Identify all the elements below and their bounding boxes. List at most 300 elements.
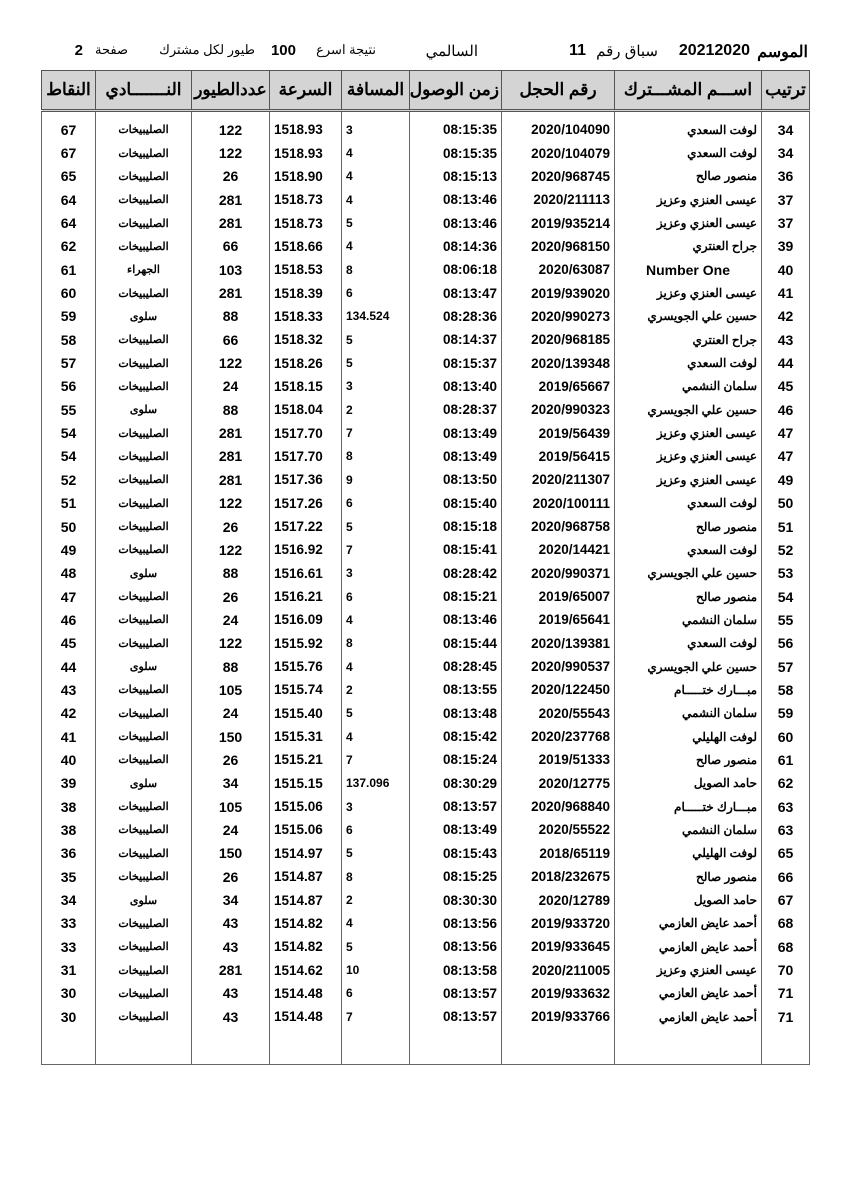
cell-rank: 63 (762, 795, 810, 818)
cell-distance: 4 (342, 725, 410, 748)
cell-ring-number: 2020/968840 (502, 795, 615, 818)
cell-ring-number: 2020/63087 (502, 258, 615, 281)
table-row (42, 351, 810, 374)
cell-speed: 1514.48 (270, 1005, 342, 1028)
cell-bird-count: 66 (192, 328, 270, 351)
column-header-participant-name: اســـم المشـــترك (615, 71, 762, 111)
cell-club: الصليبيخات (96, 351, 192, 374)
cell-arrival-time: 08:28:36 (410, 305, 502, 328)
cell-participant-name: أحمد عايض العازمي (615, 982, 762, 1005)
cell-distance: 5 (342, 515, 410, 538)
cell-rank: 70 (762, 958, 810, 981)
table-row (42, 958, 810, 981)
cell-arrival-time: 08:28:45 (410, 655, 502, 678)
table-row (42, 305, 810, 328)
cell-arrival-time: 08:13:49 (410, 818, 502, 841)
cell-distance: 4 (342, 655, 410, 678)
cell-speed: 1515.15 (270, 772, 342, 795)
column-header-speed: السرعة (270, 71, 342, 111)
cell-rank: 68 (762, 935, 810, 958)
cell-points: 35 (42, 865, 96, 888)
cell-bird-count: 122 (192, 141, 270, 164)
report-title (40, 42, 808, 66)
table-row (42, 235, 810, 258)
cell-points: 46 (42, 608, 96, 631)
cell-participant-name: لوفت السعدي (615, 538, 762, 561)
cell-participant-name: منصور صالح (615, 585, 762, 608)
cell-ring-number: 2020/55522 (502, 818, 615, 841)
cell-points: 31 (42, 958, 96, 981)
table-row (42, 865, 810, 888)
cell-rank: 63 (762, 818, 810, 841)
cell-speed: 1518.39 (270, 281, 342, 304)
table-row (42, 281, 810, 304)
cell-bird-count: 88 (192, 655, 270, 678)
cell-bird-count: 281 (192, 281, 270, 304)
cell-points: 41 (42, 725, 96, 748)
cell-participant-name: أحمد عايض العازمي (615, 912, 762, 935)
cell-participant-name: عيسى العنزي وعزيز (615, 468, 762, 491)
cell-points: 65 (42, 165, 96, 188)
cell-arrival-time: 08:15:41 (410, 538, 502, 561)
cell-distance: 4 (342, 608, 410, 631)
table-row (42, 608, 810, 631)
cell-ring-number: 2018/65119 (502, 842, 615, 865)
cell-points: 54 (42, 445, 96, 468)
cell-speed: 1517.22 (270, 515, 342, 538)
cell-club: الصليبيخات (96, 375, 192, 398)
table-row (42, 1005, 810, 1028)
page-number: 2 (74, 42, 83, 59)
cell-points: 57 (42, 351, 96, 374)
cell-bird-count: 122 (192, 632, 270, 655)
cell-points: 56 (42, 375, 96, 398)
cell-points: 48 (42, 562, 96, 585)
cell-ring-number: 2019/933632 (502, 982, 615, 1005)
cell-speed: 1517.26 (270, 492, 342, 515)
table-row (42, 795, 810, 818)
cell-bird-count: 43 (192, 935, 270, 958)
page-label: صفحة (95, 42, 128, 57)
cell-club: الصليبيخات (96, 328, 192, 351)
cell-bird-count: 281 (192, 958, 270, 981)
cell-ring-number: 2020/12789 (502, 888, 615, 911)
cell-ring-number: 2018/232675 (502, 865, 615, 888)
cell-bird-count: 122 (192, 351, 270, 374)
cell-points: 67 (42, 141, 96, 164)
cell-speed: 1516.92 (270, 538, 342, 561)
cell-participant-name: منصور صالح (615, 165, 762, 188)
cell-rank: 71 (762, 1005, 810, 1028)
table-row (42, 111, 810, 142)
cell-arrival-time: 08:13:49 (410, 445, 502, 468)
cell-rank: 50 (762, 492, 810, 515)
cell-rank: 36 (762, 165, 810, 188)
cell-speed: 1518.90 (270, 165, 342, 188)
cell-bird-count: 24 (192, 702, 270, 725)
cell-ring-number: 2019/65007 (502, 585, 615, 608)
cell-speed: 1518.66 (270, 235, 342, 258)
cell-speed: 1517.70 (270, 421, 342, 444)
cell-club: الجهراء (96, 258, 192, 281)
cell-speed: 1518.15 (270, 375, 342, 398)
column-header-ring-number: رقم الحجل (502, 71, 615, 111)
cell-arrival-time: 08:13:58 (410, 958, 502, 981)
cell-bird-count: 281 (192, 211, 270, 234)
cell-rank: 47 (762, 445, 810, 468)
cell-rank: 46 (762, 398, 810, 421)
cell-distance: 8 (342, 632, 410, 655)
cell-bird-count: 26 (192, 865, 270, 888)
results-table (41, 70, 810, 1065)
cell-participant-name: منصور صالح (615, 515, 762, 538)
cell-bird-count: 122 (192, 492, 270, 515)
cell-arrival-time: 08:15:13 (410, 165, 502, 188)
cell-rank: 61 (762, 748, 810, 771)
cell-participant-name: عيسى العنزي وعزيز (615, 281, 762, 304)
cell-ring-number: 2020/104090 (502, 111, 615, 142)
cell-club: الصليبيخات (96, 608, 192, 631)
cell-speed: 1515.21 (270, 748, 342, 771)
cell-ring-number: 2019/56439 (502, 421, 615, 444)
cell-ring-number: 2019/51333 (502, 748, 615, 771)
cell-distance: 8 (342, 258, 410, 281)
cell-rank: 44 (762, 351, 810, 374)
cell-rank: 51 (762, 515, 810, 538)
cell-arrival-time: 08:13:46 (410, 211, 502, 234)
cell-rank: 37 (762, 211, 810, 234)
cell-participant-name: عيسى العنزي وعزيز (615, 445, 762, 468)
cell-club: سلوى (96, 772, 192, 795)
cell-bird-count: 26 (192, 585, 270, 608)
cell-points: 49 (42, 538, 96, 561)
cell-club: الصليبيخات (96, 958, 192, 981)
cell-participant-name: سلمان النشمي (615, 702, 762, 725)
cell-arrival-time: 08:14:36 (410, 235, 502, 258)
cell-club: سلوى (96, 398, 192, 421)
cell-club: الصليبيخات (96, 141, 192, 164)
cell-distance: 7 (342, 1005, 410, 1028)
cell-participant-name: جراح العنتري (615, 235, 762, 258)
cell-ring-number: 2019/935214 (502, 211, 615, 234)
cell-rank: 65 (762, 842, 810, 865)
cell-arrival-time: 08:13:57 (410, 1005, 502, 1028)
cell-ring-number: 2020/968745 (502, 165, 615, 188)
cell-club: الصليبيخات (96, 111, 192, 142)
cell-club: سلوى (96, 655, 192, 678)
table-row (42, 328, 810, 351)
cell-club: الصليبيخات (96, 445, 192, 468)
cell-distance: 2 (342, 398, 410, 421)
cell-club: الصليبيخات (96, 1005, 192, 1028)
cell-speed: 1518.26 (270, 351, 342, 374)
cell-speed: 1518.73 (270, 211, 342, 234)
cell-points: 59 (42, 305, 96, 328)
column-header-points: النقاط (42, 71, 96, 111)
cell-bird-count: 88 (192, 562, 270, 585)
cell-distance: 6 (342, 585, 410, 608)
per-member-label: طيور لكل مشترك (159, 42, 255, 57)
empty-cell (270, 1028, 342, 1065)
cell-arrival-time: 08:15:40 (410, 492, 502, 515)
cell-ring-number: 2020/122450 (502, 678, 615, 701)
cell-ring-number: 2020/14421 (502, 538, 615, 561)
cell-participant-name: أحمد عايض العازمي (615, 1005, 762, 1028)
cell-points: 58 (42, 328, 96, 351)
cell-ring-number: 2020/104079 (502, 141, 615, 164)
cell-ring-number: 2020/968758 (502, 515, 615, 538)
cell-distance: 7 (342, 538, 410, 561)
table-header-row (42, 71, 810, 111)
cell-club: الصليبيخات (96, 515, 192, 538)
cell-arrival-time: 08:15:35 (410, 111, 502, 142)
cell-ring-number: 2019/65667 (502, 375, 615, 398)
season-label: الموسم (757, 44, 808, 61)
empty-cell (342, 1028, 410, 1065)
empty-cell (96, 1028, 192, 1065)
cell-club: الصليبيخات (96, 725, 192, 748)
cell-club: الصليبيخات (96, 538, 192, 561)
cell-distance: 4 (342, 165, 410, 188)
cell-rank: 55 (762, 608, 810, 631)
table-row (42, 935, 810, 958)
cell-speed: 1515.40 (270, 702, 342, 725)
cell-points: 64 (42, 188, 96, 211)
race-label: سباق رقم (596, 43, 658, 60)
cell-speed: 1514.87 (270, 888, 342, 911)
cell-participant-name: حسين علي الجويسري (615, 655, 762, 678)
cell-rank: 40 (762, 258, 810, 281)
cell-distance: 2 (342, 888, 410, 911)
cell-participant-name: لوفت السعدي (615, 632, 762, 655)
empty-cell (42, 1028, 96, 1065)
cell-arrival-time: 08:13:55 (410, 678, 502, 701)
table-row (42, 772, 810, 795)
cell-participant-name: سلمان النشمي (615, 818, 762, 841)
cell-club: الصليبيخات (96, 795, 192, 818)
cell-arrival-time: 08:30:29 (410, 772, 502, 795)
cell-participant-name: عيسى العنزي وعزيز (615, 188, 762, 211)
cell-speed: 1518.04 (270, 398, 342, 421)
table-row (42, 562, 810, 585)
cell-points: 36 (42, 842, 96, 865)
cell-distance: 3 (342, 375, 410, 398)
cell-rank: 67 (762, 888, 810, 911)
cell-club: سلوى (96, 562, 192, 585)
cell-ring-number: 2019/939020 (502, 281, 615, 304)
cell-bird-count: 281 (192, 421, 270, 444)
empty-cell (410, 1028, 502, 1065)
cell-rank: 60 (762, 725, 810, 748)
cell-bird-count: 150 (192, 842, 270, 865)
table-row (42, 258, 810, 281)
cell-distance: 8 (342, 445, 410, 468)
cell-bird-count: 122 (192, 111, 270, 142)
table-row (42, 632, 810, 655)
table-row (42, 398, 810, 421)
cell-club: الصليبيخات (96, 492, 192, 515)
cell-rank: 59 (762, 702, 810, 725)
cell-arrival-time: 08:06:18 (410, 258, 502, 281)
cell-arrival-time: 08:15:18 (410, 515, 502, 538)
cell-participant-name: مبـــارك ختـــــام (615, 678, 762, 701)
cell-rank: 45 (762, 375, 810, 398)
cell-arrival-time: 08:28:42 (410, 562, 502, 585)
cell-participant-name: حسين علي الجويسري (615, 562, 762, 585)
cell-ring-number: 2020/100111 (502, 492, 615, 515)
cell-ring-number: 2020/211307 (502, 468, 615, 491)
cell-speed: 1516.61 (270, 562, 342, 585)
cell-distance: 6 (342, 281, 410, 304)
cell-arrival-time: 08:13:56 (410, 935, 502, 958)
cell-points: 39 (42, 772, 96, 795)
cell-points: 38 (42, 795, 96, 818)
table-row (42, 445, 810, 468)
cell-rank: 43 (762, 328, 810, 351)
cell-speed: 1516.21 (270, 585, 342, 608)
table-row (42, 725, 810, 748)
cell-points: 30 (42, 1005, 96, 1028)
cell-participant-name: سلمان النشمي (615, 375, 762, 398)
cell-bird-count: 34 (192, 888, 270, 911)
result-count: 100 (270, 42, 296, 59)
cell-speed: 1518.53 (270, 258, 342, 281)
cell-ring-number: 2020/968185 (502, 328, 615, 351)
cell-club: الصليبيخات (96, 585, 192, 608)
cell-speed: 1515.06 (270, 818, 342, 841)
cell-arrival-time: 08:13:57 (410, 982, 502, 1005)
cell-speed: 1515.74 (270, 678, 342, 701)
table-row (42, 655, 810, 678)
cell-points: 60 (42, 281, 96, 304)
cell-ring-number: 2020/990537 (502, 655, 615, 678)
cell-participant-name: لوفت السعدي (615, 492, 762, 515)
cell-speed: 1518.32 (270, 328, 342, 351)
cell-rank: 34 (762, 141, 810, 164)
cell-participant-name: عيسى العنزي وعزيز (615, 421, 762, 444)
table-row (42, 702, 810, 725)
cell-participant-name: حامد الصويل (615, 888, 762, 911)
cell-club: الصليبيخات (96, 188, 192, 211)
cell-participant-name: حسين علي الجويسري (615, 305, 762, 328)
cell-arrival-time: 08:13:50 (410, 468, 502, 491)
cell-participant-name: لوفت السعدي (615, 141, 762, 164)
column-header-club: النـــــــادي (96, 71, 192, 111)
cell-club: سلوى (96, 888, 192, 911)
cell-club: الصليبيخات (96, 842, 192, 865)
cell-points: 47 (42, 585, 96, 608)
cell-points: 52 (42, 468, 96, 491)
cell-arrival-time: 08:13:57 (410, 795, 502, 818)
cell-speed: 1514.82 (270, 935, 342, 958)
cell-points: 33 (42, 935, 96, 958)
cell-club: الصليبيخات (96, 211, 192, 234)
cell-speed: 1517.36 (270, 468, 342, 491)
table-row (42, 141, 810, 164)
cell-participant-name: مبـــارك ختـــــام (615, 795, 762, 818)
cell-speed: 1515.76 (270, 655, 342, 678)
cell-speed: 1515.31 (270, 725, 342, 748)
cell-rank: 49 (762, 468, 810, 491)
cell-participant-name: لوفت السعدي (615, 351, 762, 374)
cell-ring-number: 2019/933766 (502, 1005, 615, 1028)
cell-distance: 7 (342, 421, 410, 444)
season-value: 20212020 (678, 42, 750, 59)
empty-cell (192, 1028, 270, 1065)
cell-speed: 1514.87 (270, 865, 342, 888)
cell-arrival-time: 08:13:46 (410, 188, 502, 211)
empty-cell (502, 1028, 615, 1065)
cell-bird-count: 88 (192, 305, 270, 328)
cell-club: الصليبيخات (96, 818, 192, 841)
cell-bird-count: 26 (192, 748, 270, 771)
cell-distance: 4 (342, 912, 410, 935)
cell-speed: 1518.73 (270, 188, 342, 211)
cell-club: الصليبيخات (96, 865, 192, 888)
cell-bird-count: 66 (192, 235, 270, 258)
cell-club: الصليبيخات (96, 982, 192, 1005)
cell-ring-number: 2020/990323 (502, 398, 615, 421)
cell-rank: 66 (762, 865, 810, 888)
cell-arrival-time: 08:15:44 (410, 632, 502, 655)
cell-distance: 4 (342, 235, 410, 258)
cell-rank: 57 (762, 655, 810, 678)
cell-club: الصليبيخات (96, 748, 192, 771)
cell-points: 61 (42, 258, 96, 281)
cell-points: 30 (42, 982, 96, 1005)
cell-points: 55 (42, 398, 96, 421)
cell-speed: 1516.09 (270, 608, 342, 631)
result-label: نتيجة اسرع (316, 42, 376, 57)
empty-cell (762, 1028, 810, 1065)
cell-club: سلوى (96, 305, 192, 328)
cell-ring-number: 2020/968150 (502, 235, 615, 258)
cell-distance: 5 (342, 702, 410, 725)
cell-rank: 58 (762, 678, 810, 701)
cell-distance: 10 (342, 958, 410, 981)
cell-bird-count: 103 (192, 258, 270, 281)
cell-ring-number: 2020/12775 (502, 772, 615, 795)
cell-participant-name: عيسى العنزي وعزيز (615, 211, 762, 234)
cell-participant-name: منصور صالح (615, 865, 762, 888)
cell-arrival-time: 08:15:35 (410, 141, 502, 164)
cell-ring-number: 2020/990371 (502, 562, 615, 585)
cell-arrival-time: 08:28:37 (410, 398, 502, 421)
cell-distance: 5 (342, 351, 410, 374)
cell-distance: 6 (342, 818, 410, 841)
cell-rank: 71 (762, 982, 810, 1005)
cell-bird-count: 26 (192, 515, 270, 538)
cell-speed: 1517.70 (270, 445, 342, 468)
cell-bird-count: 281 (192, 468, 270, 491)
cell-participant-name: حسين علي الجويسري (615, 398, 762, 421)
table-row (42, 211, 810, 234)
cell-arrival-time: 08:15:37 (410, 351, 502, 374)
cell-distance: 5 (342, 935, 410, 958)
cell-rank: 53 (762, 562, 810, 585)
cell-participant-name: جراح العنتري (615, 328, 762, 351)
cell-bird-count: 105 (192, 795, 270, 818)
cell-arrival-time: 08:15:21 (410, 585, 502, 608)
cell-arrival-time: 08:14:37 (410, 328, 502, 351)
cell-bird-count: 43 (192, 912, 270, 935)
cell-rank: 42 (762, 305, 810, 328)
cell-participant-name: لوفت الهليلي (615, 842, 762, 865)
cell-speed: 1518.93 (270, 111, 342, 142)
cell-distance: 6 (342, 982, 410, 1005)
cell-distance: 3 (342, 562, 410, 585)
cell-distance: 134.524 (342, 305, 410, 328)
